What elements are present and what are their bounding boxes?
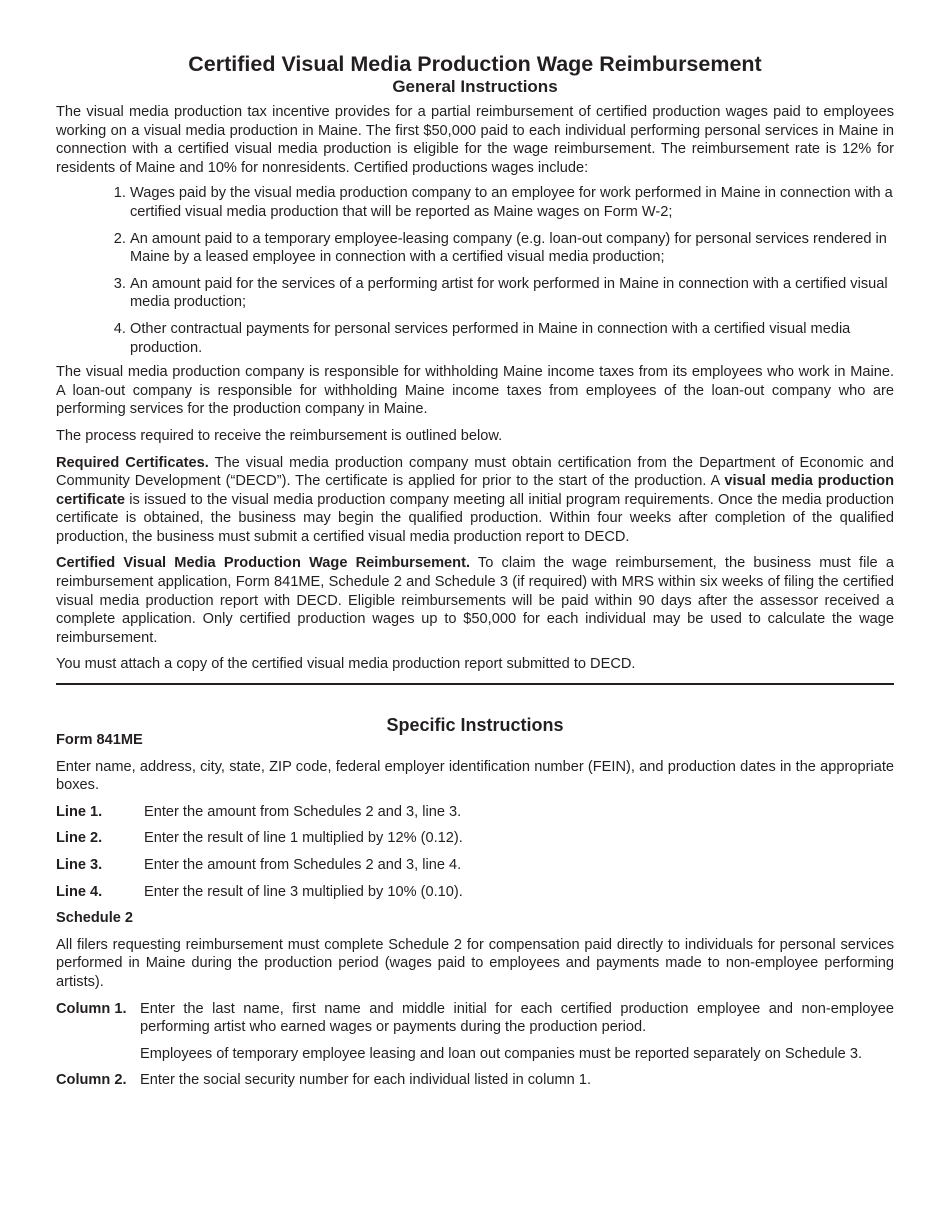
schedule-2-heading: Schedule 2 xyxy=(56,910,134,927)
line-text: Enter the result of line 1 multiplied by 12% (0.12). xyxy=(144,830,463,847)
certificates-paragraph xyxy=(56,454,894,547)
line-label: Line 2. xyxy=(56,830,103,847)
column-label: Column 1. xyxy=(56,1000,127,1017)
form-841me-text: Enter name, address, city, state, ZIP code, federal employer identification number (FEIN), and production dates in the appropriate boxes. xyxy=(56,758,894,794)
list-item: 1. Wages paid by the visual media production company to an employee for work performed in Maine in connection with a certified visual media production that will be reported as Maine wages on Form W-2; xyxy=(130,184,894,221)
wage-items-list xyxy=(56,184,894,357)
specific-instructions-heading: Specific Instructions xyxy=(386,715,564,736)
line-label: Line 1. xyxy=(56,803,103,820)
line-text: Enter the result of line 3 multiplied by 10% (0.10). xyxy=(144,883,463,900)
reimbursement-paragraph xyxy=(56,554,894,647)
list-item: 3. An amount paid for the services of a performing artist for work performed in Maine in connection with a certified visual media production; xyxy=(130,275,894,312)
certificates-text-2: is issued to the visual media production company meeting all initial program requirements. Once the media production certificate is obtained, the business may begin the qualified production. Within four weeks after completion of the qualified production, the business must submit a certified visual media production report to DECD. xyxy=(56,491,894,545)
page-title: Certified Visual Media Production Wage Reimbursement xyxy=(188,52,762,76)
list-item: 2. An amount paid to a temporary employee-leasing company (e.g. loan-out company) for personal services rendered in Maine by a leased employee in connection with a certified visual media production; xyxy=(130,230,894,267)
section-divider xyxy=(56,683,894,685)
certificates-text-1: The visual media production company must obtain certification from the Department of Economic and Community Development (“DECD”). The certificate is applied for prior to the start of the production. A xyxy=(56,454,894,490)
withholding-paragraph: The visual media production company is responsible for withholding Maine income taxes from its employees who work in Maine. A loan-out company is responsible for withholding Maine income taxes from employees of the loan-out company who are performing services for the production company in Maine. xyxy=(56,364,894,418)
column-label: Column 2. xyxy=(56,1072,127,1089)
schedule-2-text: All filers requesting reimbursement must complete Schedule 2 for compensation paid directly to individuals for personal services performed in Maine during the production period (wages paid to employees and payments made to non-employee performing artists). xyxy=(56,936,894,990)
attach-paragraph: You must attach a copy of the certified visual media production report submitted to DECD. xyxy=(56,656,636,673)
reimbursement-heading: Certified Visual Media Production Wage Reimbursement. xyxy=(56,555,470,572)
line-instruction xyxy=(56,883,894,902)
page-subtitle: General Instructions xyxy=(392,77,558,96)
column-text: Enter the social security number for each individual listed in column 1. xyxy=(140,1072,592,1089)
column-1-note: Employees of temporary employee leasing and loan out companies must be reported separately on Schedule 3. xyxy=(140,1045,863,1062)
line-text: Enter the amount from Schedules 2 and 3, line 4. xyxy=(144,857,462,873)
form-841me-heading: Form 841ME xyxy=(56,732,143,749)
line-label: Line 3. xyxy=(56,857,103,873)
list-item: 4. Other contractual payments for personal services performed in Maine in connection with a certified visual media production. xyxy=(130,320,894,357)
intro-paragraph: The visual media production tax incentive provides for a partial reimbursement of certified production wages paid to employees working on a visual media production in Maine. The first $50,000 paid to each individual performing personal services in Maine in connection with a certified visual media production is eligible for the wage reimbursement. The reimbursement rate is 12% for residents of Maine and 10% for nonresidents. Certified productions wages include: xyxy=(56,104,894,176)
line-label: Line 4. xyxy=(56,883,103,900)
line-instruction xyxy=(56,803,894,822)
column-text: Enter the last name, first name and middle initial for each certified production employee and non-employee performing artist who earned wages or payments during the production period. xyxy=(140,1000,894,1036)
line-text: Enter the amount from Schedules 2 and 3, line 3. xyxy=(144,803,462,820)
line-instruction xyxy=(56,829,894,848)
column-instruction xyxy=(56,1000,894,1037)
column-instruction xyxy=(56,1071,894,1090)
certificate-term: visual media production certificate xyxy=(56,473,895,508)
reimbursement-text: To claim the wage reimbursement, the business must file a reimbursement application, Form 841ME, Schedule 2 and Schedule 3 (if required) with MRS within six weeks of filing the certified visual media production report with DECD. Eligible reimbursements will be paid within 90 days after the assessor received a complete application. Only certified production wages up to $50,000 for each individual may be used to calculate the wage reimbursement. xyxy=(56,555,894,646)
process-paragraph: The process required to receive the reimbursement is outlined below. xyxy=(56,427,503,444)
line-instruction xyxy=(56,856,894,875)
certificates-heading: Required Certificates. xyxy=(56,454,209,471)
